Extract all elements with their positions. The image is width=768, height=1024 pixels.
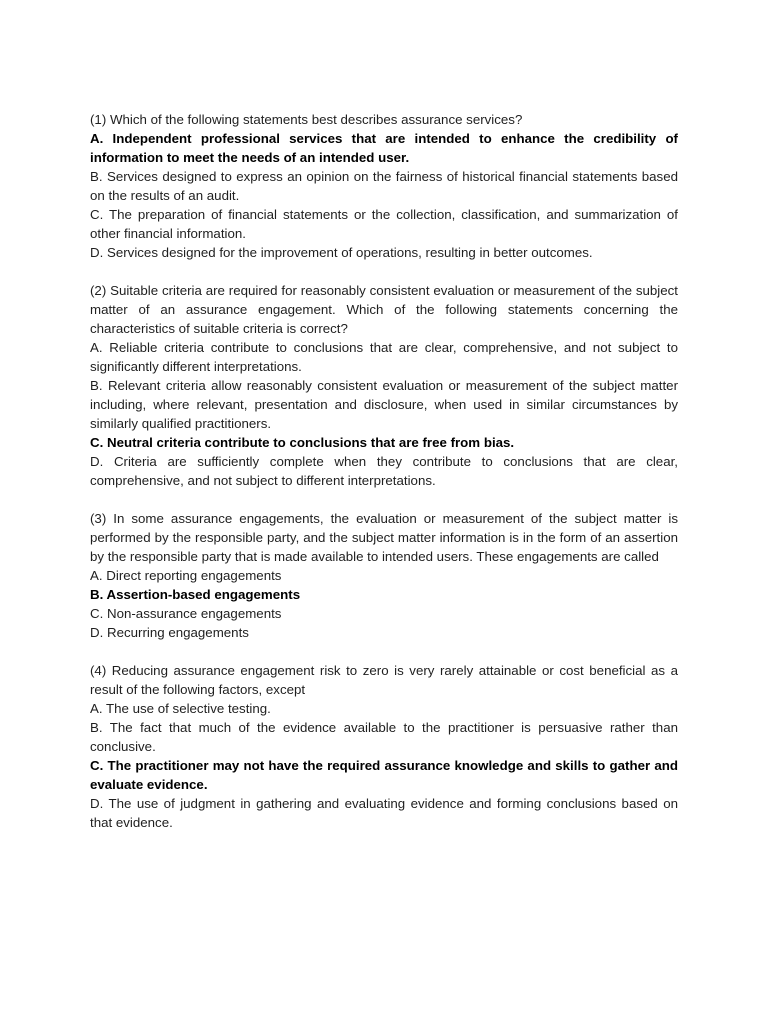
answer-option-correct: C. Neutral criteria contribute to conclusions that are free from bias.: [90, 435, 515, 450]
answer-option: C. The preparation of financial statements or the collection, classification, and summarization of other financial information.: [90, 207, 678, 241]
answer-option-correct: A. Independent professional services that are intended to enhance the credibility of information to meet the needs of an intended user.: [90, 131, 678, 165]
question-stem: (4) Reducing assurance engagement risk to zero is very rarely attainable or cost beneficial as a result of the following factors, except: [90, 663, 678, 697]
question-stem: (1) Which of the following statements best describes assurance services?: [90, 112, 523, 127]
answer-option: D. Recurring engagements: [90, 625, 249, 640]
document-page: [90, 110, 678, 851]
question-stem: (3) In some assurance engagements, the evaluation or measurement of the subject matter is performed by the responsible party, and the subject matter information is in the form of an assertion by the responsible party that is made available to intended users. These engagements are called: [90, 511, 678, 564]
answer-option: D. The use of judgment in gathering and evaluating evidence and forming conclusions based on that evidence.: [90, 796, 678, 830]
answer-option: D. Services designed for the improvement of operations, resulting in better outcomes.: [90, 245, 593, 260]
question-3: [90, 509, 678, 642]
answer-option: C. Non-assurance engagements: [90, 606, 282, 621]
question-1: [90, 110, 678, 262]
answer-option-correct: B. Assertion-based engagements: [90, 587, 301, 602]
answer-option: A. Direct reporting engagements: [90, 568, 282, 583]
answer-option: B. Services designed to express an opinion on the fairness of historical financial statements based on the results of an audit.: [90, 169, 678, 203]
question-stem: (2) Suitable criteria are required for reasonably consistent evaluation or measurement of the subject matter of an assurance engagement. Which of the following statements concerning the characteristics of suitable criteria is correct?: [90, 283, 678, 336]
answer-option: B. The fact that much of the evidence available to the practitioner is persuasive rather than conclusive.: [90, 720, 678, 754]
answer-option-correct: C. The practitioner may not have the required assurance knowledge and skills to gather and evaluate evidence.: [90, 758, 678, 792]
answer-option: D. Criteria are sufficiently complete when they contribute to conclusions that are clear, comprehensive, and not subject to different interpretations.: [90, 454, 678, 488]
answer-option: B. Relevant criteria allow reasonably consistent evaluation or measurement of the subject matter including, where relevant, presentation and disclosure, when used in similar circumstances by similarly qualified practitioners.: [90, 378, 678, 431]
question-2: [90, 281, 678, 490]
answer-option: A. Reliable criteria contribute to conclusions that are clear, comprehensive, and not subject to significantly different interpretations.: [90, 340, 678, 374]
answer-option: A. The use of selective testing.: [90, 701, 271, 716]
question-4: [90, 661, 678, 832]
